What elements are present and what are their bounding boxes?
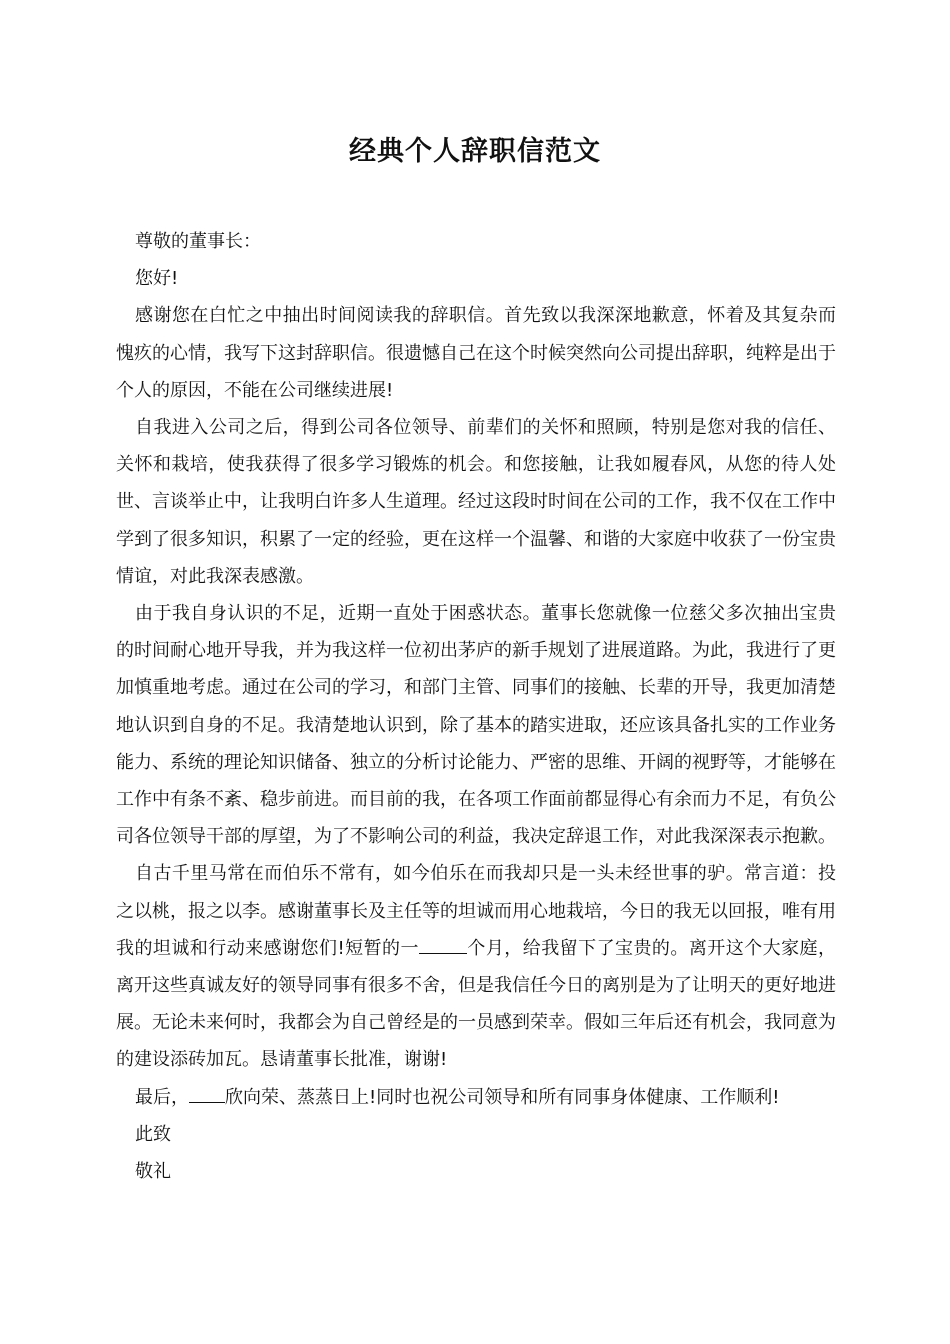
greeting: 您好! bbox=[135, 268, 179, 290]
paragraph-4-text-end: 个月，给我留下了宝贵的。离开这个大家庭，离开这些真诚友好的领导同事有很多不舍，但是我信任今日的离别是为了让明天的更好地进展。无论未来何时，我都会为自己曾经是的一员感到荣幸。假如三年后还有机会，我同意为的建设添砖加瓦。恳请董事长批准，谢谢! bbox=[116, 937, 837, 1071]
closing-text-end: 欣向荣、蒸蒸日上!同时也祝公司领导和所有同事身体健康、工作顺利! bbox=[225, 1086, 780, 1108]
paragraph-2: 自我进入公司之后，得到公司各位领导、前辈们的关怀和照顾，特别是您对我的信任、关怀和栽培，使我获得了很多学习锻炼的机会。和您接触，让我如履春风，从您的待人处世、言谈举止中，让我明白许多人生道理。经过这段时时间在公司的工作，我不仅在工作中学到了很多知识，积累了一定的经验，更在这样一个温馨、和谐的大家庭中收获了一份宝贵情谊，对此我深表感激。 bbox=[116, 417, 836, 587]
paragraph-4-text-start: 自古千里马常在而伯乐不常有，如今伯乐在而我却只是一头未经世事的驴。常言道：投之以桃，报之以李。感谢董事长及主任等的坦诚而用心地栽培，今日的我无以回报，唯有用我的坦诚和行动来感谢您们!短暂的一 bbox=[116, 863, 836, 959]
fill-in-blank bbox=[419, 939, 467, 954]
paragraph-1: 感谢您在白忙之中抽出时间阅读我的辞职信。首先致以我深深地歉意，怀着及其复杂而愧疚的心情，我写下这封辞职信。很遗憾自己在这个时候突然向公司提出辞职，纯粹是出于个人的原因，不能在公司继续进展! bbox=[116, 305, 836, 401]
closing-text-start: 最后， bbox=[135, 1086, 189, 1108]
salutation: 尊敬的董事长： bbox=[135, 231, 261, 252]
sign-off-line-1: 此致 bbox=[135, 1123, 171, 1145]
document-title: 经典个人辞职信范文 bbox=[349, 136, 601, 167]
paragraph-3: 由于我自身认识的不足，近期一直处于困惑状态。董事长您就像一位慈父多次抽出宝贵的时间耐心地开导我，并为我这样一位初出茅庐的新手规划了进展道路。为此，我进行了更加慎重地考虑。通过在公司的学习，和部门主管、同事们的接触、长辈的开导，我更加清楚地认识到自身的不足。我清楚地认识到，除了基本的踏实进取，还应该具备扎实的工作业务能力、系统的理论知识储备、独立的分析讨论能力、严密的思维、开阔的视野等，才能够在工作中有条不紊、稳步前进。而目前的我，在各项工作面前都显得心有余而力不足，有负公司各位领导干部的厚望，为了不影响公司的利益，我决定辞退工作，对此我深深表示抱歉。 bbox=[116, 603, 836, 848]
fill-in-blank bbox=[189, 1088, 225, 1103]
letter-body bbox=[116, 223, 836, 1190]
sign-off-line-2: 敬礼 bbox=[135, 1161, 171, 1183]
paragraph-4 bbox=[116, 855, 836, 1078]
closing-paragraph bbox=[116, 1079, 836, 1116]
